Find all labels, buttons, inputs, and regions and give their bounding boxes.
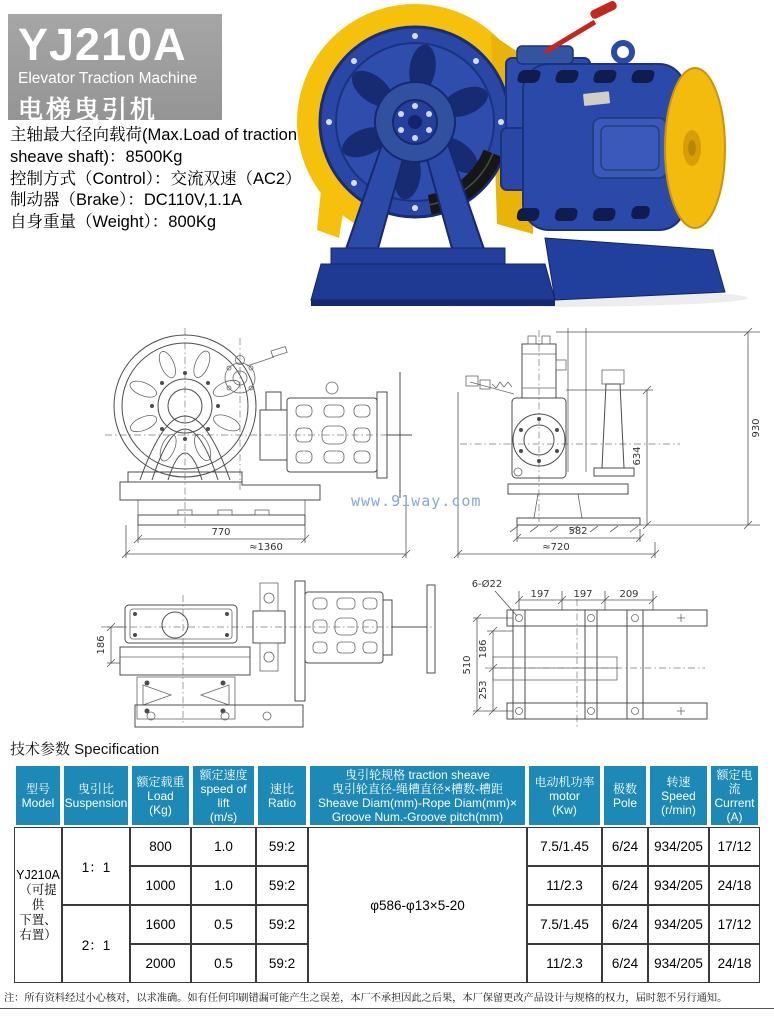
machine-photo	[293, 0, 773, 312]
cell-suspension: 1：1	[62, 827, 130, 905]
table-row	[14, 827, 760, 866]
cell-current: 17/12	[709, 827, 760, 866]
dim-930: 930	[751, 418, 762, 438]
side-view-drawing	[450, 322, 772, 560]
spec-brake: 制动器（Brake）：DC110V,1.1A	[10, 191, 243, 210]
side-sheave-lines	[568, 328, 586, 472]
motor	[516, 43, 685, 230]
dim-6-holes: 6-Ø22	[471, 579, 503, 590]
side-base	[508, 484, 640, 532]
side-brake	[466, 376, 514, 394]
spec-control: 控制方式（Control）：交流双速（AC2）	[10, 169, 302, 188]
lifting-eye	[614, 43, 632, 61]
cell-motor: 7.5/1.45	[527, 827, 602, 866]
cell-pole: 6/24	[602, 827, 648, 866]
front-view-drawing	[80, 322, 440, 560]
cell-speed: 0.5	[191, 944, 256, 983]
bottom-rule	[0, 1008, 774, 1009]
watermark: www.91way.com	[351, 492, 482, 510]
dim-770: 770	[211, 527, 231, 538]
dim-582: 582	[568, 526, 588, 537]
cell-rpm: 934/205	[648, 827, 709, 866]
dim-186-plan: 186	[478, 639, 489, 659]
top-motor	[305, 585, 435, 673]
side-dimensions	[454, 328, 762, 558]
front-base	[120, 472, 320, 525]
dim-209: 209	[619, 589, 639, 600]
cell-load: 1600	[130, 905, 191, 944]
top-coupling	[253, 581, 305, 701]
cell-load: 800	[130, 827, 191, 866]
cell-load: 1000	[130, 866, 191, 905]
title-block	[8, 14, 222, 124]
col-header-speed: 额定速度 speed of lift (m/s)	[191, 764, 256, 827]
cell-load: 2000	[130, 944, 191, 983]
cell-ratio: 59:2	[256, 944, 308, 983]
dim-197b: 197	[573, 589, 593, 600]
cell-suspension: 2：1	[62, 905, 130, 983]
spec-table	[14, 764, 760, 983]
top-gearbox	[125, 605, 237, 643]
col-header-sheave: 曳引轮规格 traction sheave 曳引轮直径-绳槽直径×槽数-槽距 Sheave Diam(mm)-Rope Diam(mm)× Groove Num.-Groove pitch(mm)	[308, 764, 527, 827]
col-header-load: 额定载重 Load (Kg)	[130, 764, 191, 827]
spec-weight: 自身重量（Weight）：800Kg	[10, 213, 217, 232]
dim-197a: 197	[530, 589, 550, 600]
key-specs	[10, 125, 315, 234]
dim-510: 510	[462, 655, 473, 675]
cell-model: YJ210A （可提供 下置、 右置）	[14, 827, 62, 983]
spec-max-load-line1: 主轴最大径向载荷(Max.Load of traction	[10, 126, 297, 144]
cell-speed: 1.0	[191, 827, 256, 866]
plan-view-drawing	[455, 565, 772, 735]
side-support	[594, 370, 634, 476]
col-header-ratio: 速比 Ratio	[256, 764, 308, 827]
cell-rpm: 934/205	[648, 866, 709, 905]
front-governor	[225, 347, 287, 393]
section-heading: 技术参数 Specification	[10, 741, 160, 758]
end-handwheel	[665, 68, 725, 228]
cell-ratio: 59:2	[256, 905, 308, 944]
brake-lever	[545, 0, 618, 52]
col-header-model: 型号 Model	[14, 764, 62, 827]
col-header-motor: 电动机功率 motor (Kw)	[527, 764, 602, 827]
page-title: YJ210A	[18, 19, 187, 70]
cell-motor: 11/2.3	[527, 944, 602, 983]
cell-current: 24/18	[709, 866, 760, 905]
col-header-rpm: 转速 Speed (r/min)	[648, 764, 709, 827]
cell-ratio: 59:2	[256, 866, 308, 905]
dim-186-top: 186	[96, 635, 107, 655]
cell-pole: 6/24	[602, 944, 648, 983]
cell-rpm: 934/205	[648, 905, 709, 944]
cell-sheave: φ586-φ13×5-20	[308, 827, 527, 983]
cell-motor: 7.5/1.45	[527, 905, 602, 944]
col-header-pole: 极数 Pole	[602, 764, 648, 827]
top-wheel-brake	[120, 647, 250, 719]
side-motor	[522, 336, 566, 398]
col-header-suspension: 曳引比 Suspension	[62, 764, 130, 827]
footnote: 注：所有资料经过小心核对，以求准确。如有任何印刷错漏可能产生之误差，本厂不承担因此之后果，本厂保留更改产品设计与规格的权力，届时恕不另行通知。	[4, 993, 728, 1004]
cell-speed: 1.0	[191, 866, 256, 905]
dim-720: ≈720	[542, 542, 570, 553]
plan-frame	[493, 610, 707, 719]
title-subtitle-en: Elevator Traction Machine	[18, 70, 198, 87]
dim-634: 634	[632, 446, 643, 466]
cell-current: 24/18	[709, 944, 760, 983]
cell-motor: 11/2.3	[527, 866, 602, 905]
spec-max-load-line2: sheave shaft)：8500Kg	[10, 147, 183, 166]
top-view-drawing	[95, 565, 440, 735]
cell-pole: 6/24	[602, 866, 648, 905]
col-header-current: 额定电流 Current (A)	[709, 764, 760, 827]
cell-ratio: 59:2	[256, 827, 308, 866]
cell-rpm: 934/205	[648, 944, 709, 983]
top-dimensions	[96, 623, 125, 667]
dim-1360: ≈1360	[249, 542, 283, 553]
title-subtitle-cn: 电梯曳引机	[18, 96, 159, 124]
cell-pole: 6/24	[602, 905, 648, 944]
top-base	[135, 705, 303, 727]
cell-current: 17/12	[709, 905, 760, 944]
dim-253: 253	[478, 680, 489, 700]
cell-speed: 0.5	[191, 905, 256, 944]
plan-dimensions	[462, 578, 657, 715]
